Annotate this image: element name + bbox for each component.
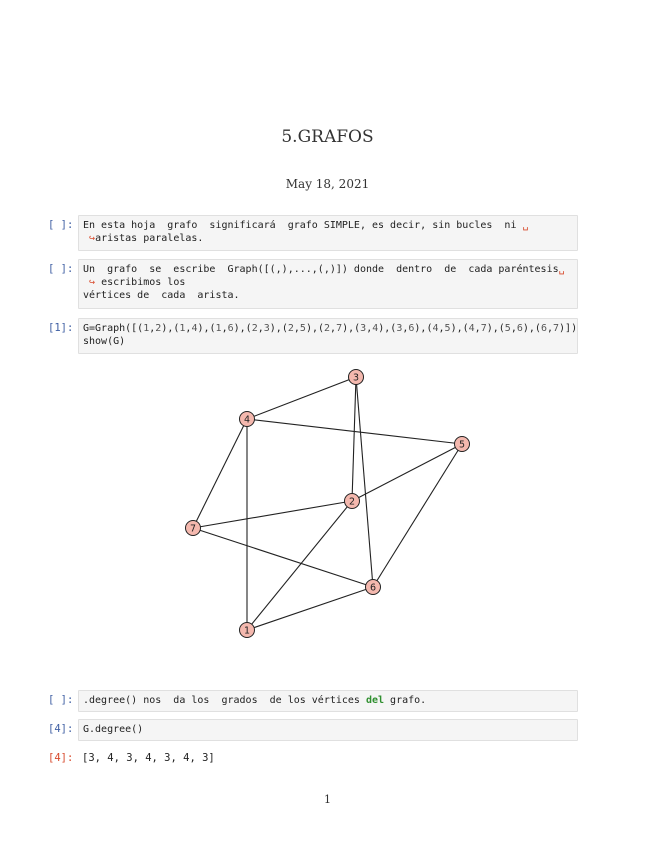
code-number: 7 xyxy=(480,323,487,334)
code-token: ),( xyxy=(378,323,397,334)
markdown-cell-graph-syntax[interactable] xyxy=(48,259,578,309)
markdown-cell-degree[interactable] xyxy=(48,690,578,712)
code-token: ),( xyxy=(305,323,324,334)
code-number: 3 xyxy=(263,323,270,334)
code-number: 2 xyxy=(155,323,162,334)
code-number: 3 xyxy=(396,323,403,334)
graph-edge-3-4 xyxy=(247,377,356,419)
code-number: 7 xyxy=(336,323,343,334)
code-token: ),( xyxy=(450,323,469,334)
cell-input[interactable] xyxy=(78,259,578,309)
code-token: G=Graph([( xyxy=(83,323,144,334)
code-number: 6 xyxy=(227,323,234,334)
cell-input[interactable] xyxy=(78,690,578,712)
code-token: , xyxy=(330,323,337,334)
code-token: , xyxy=(257,323,264,334)
graph-node-label: 6 xyxy=(369,582,377,594)
graph-plot xyxy=(0,360,655,660)
cell-text-line: escribimos los xyxy=(95,277,186,288)
graph-node-label: 3 xyxy=(352,372,360,384)
line-wrap-mark: ␣ xyxy=(522,220,529,231)
cell-prompt: [ ]: xyxy=(48,219,74,231)
code-line: G.degree() xyxy=(83,724,144,735)
code-token: ),( xyxy=(269,323,288,334)
code-token: , xyxy=(293,323,300,334)
code-number: 5 xyxy=(444,323,451,334)
code-cell-graph[interactable] xyxy=(48,318,578,354)
code-number: 1 xyxy=(215,323,222,334)
code-cell-degree[interactable] xyxy=(48,719,578,741)
cell-text: .degree() nos da los grados de los vértices xyxy=(83,695,366,706)
cell-prompt: [ ]: xyxy=(48,694,74,706)
graph-node-label: 4 xyxy=(243,414,251,426)
code-number: 6 xyxy=(540,323,547,334)
line-wrap-mark: ␣ xyxy=(558,264,565,275)
code-token: , xyxy=(402,323,409,334)
code-token: , xyxy=(438,323,445,334)
code-number: 4 xyxy=(191,323,198,334)
code-token: ),( xyxy=(522,323,541,334)
code-number: 1 xyxy=(143,323,150,334)
graph-edge-2-5 xyxy=(352,444,462,501)
graph-edge-5-6 xyxy=(373,444,462,587)
graph-node-label: 2 xyxy=(348,496,356,508)
page-date: May 18, 2021 xyxy=(285,177,370,191)
graph-node-label: 1 xyxy=(243,625,251,637)
graph-edge-1-6 xyxy=(247,587,373,630)
code-token: , xyxy=(366,323,373,334)
code-number: 6 xyxy=(408,323,415,334)
code-token: , xyxy=(474,323,481,334)
code-token: ),( xyxy=(161,323,180,334)
continuation-arrow-icon: ↪ xyxy=(89,233,96,244)
code-number: 1 xyxy=(179,323,186,334)
cell-prompt: [ ]: xyxy=(48,263,74,275)
code-number: 7 xyxy=(553,323,560,334)
code-token: , xyxy=(185,323,192,334)
page-title: 5.GRAFOS xyxy=(281,127,374,147)
code-number: 2 xyxy=(251,323,258,334)
code-number: 4 xyxy=(432,323,439,334)
cell-input[interactable] xyxy=(78,719,578,741)
graph-edge-2-3 xyxy=(352,377,356,501)
markdown-cell-intro[interactable] xyxy=(48,215,578,251)
code-number: 5 xyxy=(299,323,306,334)
graph-edge-4-7 xyxy=(193,419,247,528)
code-line xyxy=(83,323,577,334)
cell-text-line: aristas paralelas. xyxy=(95,233,204,244)
graph-node-label: 7 xyxy=(189,523,197,535)
code-number: 4 xyxy=(468,323,475,334)
code-token: , xyxy=(221,323,228,334)
code-number: 2 xyxy=(324,323,331,334)
graph-edge-3-6 xyxy=(356,377,373,587)
code-number: 5 xyxy=(504,323,511,334)
code-token: ),( xyxy=(414,323,433,334)
graph-edge-1-2 xyxy=(247,501,352,630)
output-cell-degree xyxy=(48,748,578,768)
code-line: show(G) xyxy=(83,336,126,347)
cell-text-line: Un grafo se escribe Graph([(,),...,(,)]) donde dentro de cada paréntesis xyxy=(83,264,559,275)
code-number: 4 xyxy=(372,323,379,334)
code-number: 3 xyxy=(360,323,367,334)
graph-edge-2-7 xyxy=(193,501,352,528)
cell-text-line: vértices de cada arista. xyxy=(83,290,240,301)
code-number: 6 xyxy=(516,323,523,334)
cell-text-line: En esta hoja grafo significará grafo SIMPLE, es decir, sin bucles ni xyxy=(83,220,517,231)
cell-input[interactable] xyxy=(78,318,578,354)
code-token: ),( xyxy=(197,323,216,334)
cell-prompt: [4]: xyxy=(48,723,74,735)
code-token: , xyxy=(149,323,156,334)
cell-prompt: [1]: xyxy=(48,322,74,334)
cell-text: grafo. xyxy=(384,695,427,706)
keyword-text: del xyxy=(365,695,385,706)
output-prompt: [4]: xyxy=(48,752,74,764)
code-token: ),( xyxy=(233,323,252,334)
code-number: 2 xyxy=(287,323,294,334)
page-number: 1 xyxy=(324,793,331,806)
graph-edge-6-7 xyxy=(193,528,373,587)
code-token: , xyxy=(546,323,553,334)
continuation-arrow-icon: ↪ xyxy=(89,277,96,288)
code-token: , xyxy=(510,323,517,334)
code-token: )]) xyxy=(559,323,578,334)
graph-node-label: 5 xyxy=(458,439,466,451)
cell-input[interactable] xyxy=(78,215,578,251)
output-text: [3, 4, 3, 4, 3, 4, 3] xyxy=(82,752,215,764)
code-token: ),( xyxy=(342,323,361,334)
code-token: ),( xyxy=(486,323,505,334)
